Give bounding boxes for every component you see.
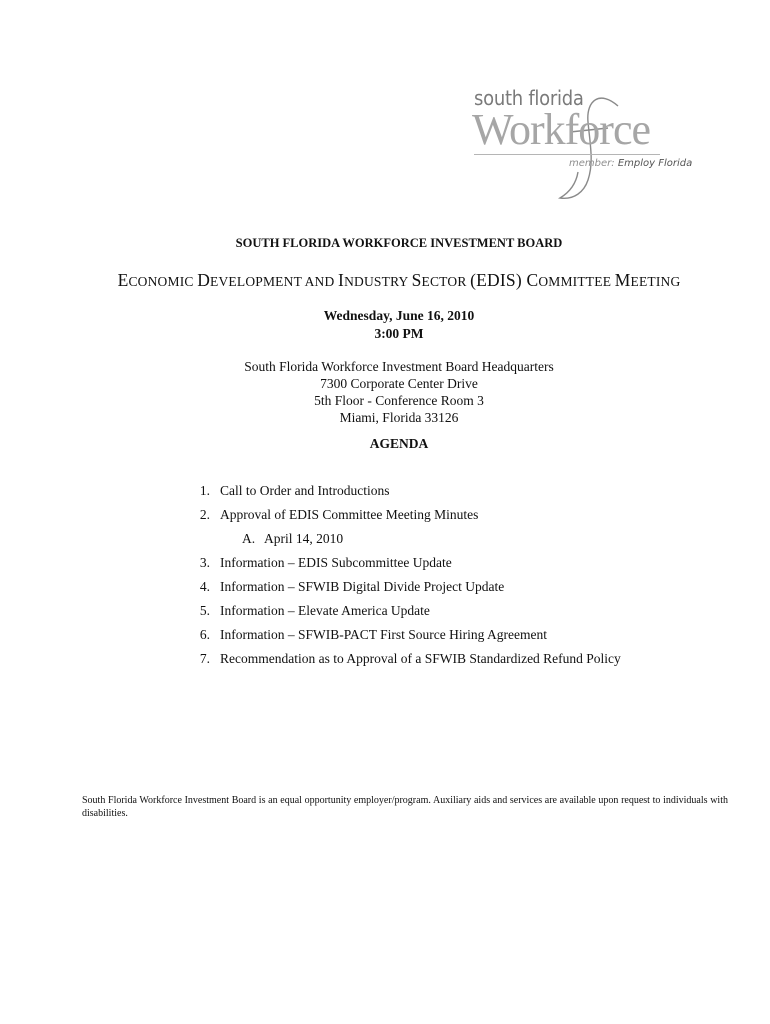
logo-divider xyxy=(474,154,660,155)
logo-member-prefix: member: xyxy=(569,158,615,169)
logo-text-south-florida: south florida xyxy=(474,86,584,110)
board-title: SOUTH FLORIDA WORKFORCE INVESTMENT BOARD xyxy=(235,236,563,250)
meeting-time: 3:00 PM xyxy=(374,326,424,341)
location-line: 5th Floor - Conference Room 3 xyxy=(314,393,484,408)
sfwib-logo xyxy=(470,80,700,200)
logo-member-line xyxy=(569,158,692,169)
agenda-heading: AGENDA xyxy=(369,436,429,451)
logo-member-name: Employ Florida xyxy=(617,158,693,169)
meeting-date: Wednesday, June 16, 2010 xyxy=(323,308,475,323)
location-line: 7300 Corporate Center Drive xyxy=(320,376,478,391)
logo-text-workforce: Workforce xyxy=(472,105,651,154)
location-line: South Florida Workforce Investment Board Headquarters xyxy=(244,359,554,374)
footer-disclaimer: South Florida Workforce Investment Board is an equal opportunity employer/program. Auxiliary aids and services are available upon request to individuals with disabilities. xyxy=(82,795,728,819)
document-page: south florida Workforce member: Employ Florida SOUTH FLORIDA WORKFORCE INVESTMENT BOARD ECONOMIC DEVELOPMENT AND INDUSTRY SECTOR (EDIS) COMMITTEE MEETING Wednesday, June 16, 2010 3:00 PM South Florida Workforce Investment Board Headquarters 7300 Corporate Center Drive 5th Floor - Conference Room 3 Miami, Florida 33126 AGENDA 1. Call to Order and Introductions 2. Approval of EDIS Committee Meeting Minutes A. April 14, 2010 3. Information – EDIS Subcommittee Update 4. Information – SFWIB Digital Divide Project Update 5. Information – Elevate America Update 6. Information – SFWIB-PACT First Source Hiring Agreement 7. Recommendation as to Approval of a SFWIB Standardized Refund Policy South Florida Workforce Investment Board is an equal opportunity employer/program. Auxiliary aids and services are available upon request to individuals with disabilities. xyxy=(0,0,770,1024)
location-line: Miami, Florida 33126 xyxy=(339,410,459,425)
meeting-title: ECONOMIC DEVELOPMENT AND INDUSTRY SECTOR (EDIS) COMMITTEE MEETING xyxy=(117,270,681,290)
